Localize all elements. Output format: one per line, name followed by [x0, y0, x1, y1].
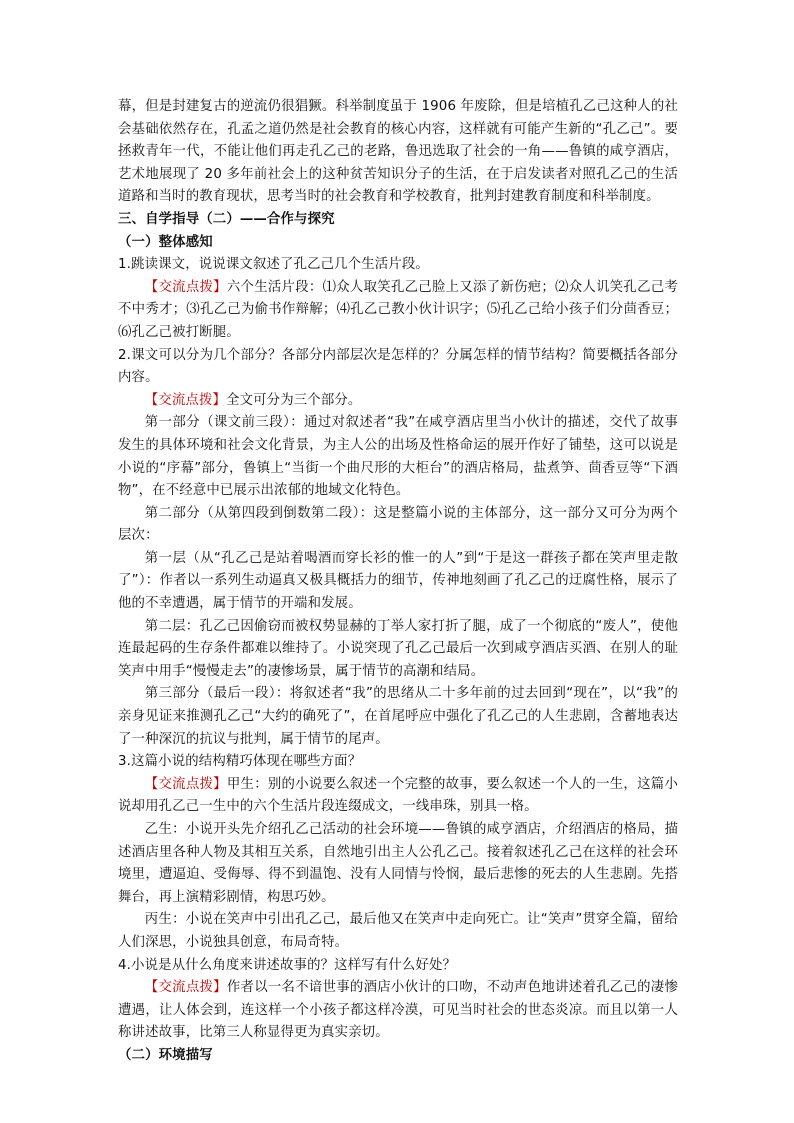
- answer-4-text: 作者以一名不谙世事的酒店小伙计的口吻，不动声色地讲述着孔乙己的凄惨遭遇，让人体会到，连这样一个小孩子都这样冷漠，可见当时社会的世态炎凉。而且以第一人称讲述故事，比第三人称显得更为真实亲切。: [118, 980, 678, 1041]
- answer-3-a: [118, 774, 678, 819]
- intro-paragraph: 幕，但是封建复古的逆流仍很猖獗。科举制度虽于 1906 年废除，但是培植孔乙己这种人的社会基础依然存在，孔孟之道仍然是社会教育的核心内容，这样就有可能产生新的“孔乙己”。要拯救青年一代，不能让他们再走孔乙己的老路，鲁迅选取了社会的一角——鲁镇的咸亨酒店，艺术地展现了 20 多年前社会上的这种贫苦知识分子的生活，在于启发读者对照孔乙己的生活道路和当时的教育现状，思考当时的社会教育和学校教育，批判封建教育制度和科举制度。: [118, 99, 678, 205]
- answer-3-a-text: 甲生：别的小说要么叙述一个完整的故事，要么叙述一个人的一生，这篇小说却用孔乙己一生中的六个生活片段连缀成文，一线串珠，别具一格。: [118, 776, 678, 815]
- answer-2-text: 全文可分为三个部分。: [226, 392, 362, 408]
- question-2: 2.课文可以分为几个部分？各部分内部层次是怎样的？分属怎样的情节结构？简要概括各部分内容。: [118, 347, 678, 386]
- part-1-paragraph: 第一部分（课文前三段）：通过对叙述者“我”在咸亨酒店里当小伙计的描述，交代了故事发生的具体环境和社会文化背景，为主人公的出场及性格命运的展开作好了铺垫，这可以说是小说的“序幕”部分，鲁镇上“当街一个曲尺形的大柜台”的酒店格局，盐煮笋、茴香豆等“下酒物”，在不经意中已展示出浓郁的地域文化特色。: [118, 415, 678, 499]
- question-4: 4.小说是从什么角度来讲述故事的？这样写有什么好处？: [118, 957, 457, 973]
- part-3-paragraph: 第三部分（最后一段）：将叙述者“我”的思绪从二十多年前的过去回到“现在”，以“我”的亲身见证来推测孔乙己“大约的确死了”，在首尾呼应中强化了孔乙己的人生悲剧，含蓄地表达了一种深沉的抗议与批判，属于情节的尾声。: [118, 686, 678, 747]
- answer-1-text: 六个生活片段：⑴众人取笑孔乙己脸上又添了新伤疤；⑵众人讥笑孔乙己考不中秀才；⑶孔乙己为偷书作辩解；⑷孔乙己教小伙计识字；⑸孔乙己给小孩子们分茴香豆；⑹孔乙己被打断腿。: [118, 279, 678, 340]
- answer-4: [118, 977, 678, 1045]
- answer-3-b: 乙生：小说开头先介绍孔乙己活动的社会环境——鲁镇的咸亨酒店，介绍酒店的格局，描述酒店里各种人物及其相互关系，自然地引出主人公孔乙己。接着叙述孔乙己在这样的社会环境里，遭逼迫、受侮辱、得不到温饱、没有人同情与怜悯，最后悲惨的死去的人生悲剧。先搭舞台，再上演精彩剧情，构思巧妙。: [118, 822, 678, 905]
- question-1: 1.跳读课文，说说课文叙述了孔乙己几个生活片段。: [118, 257, 429, 273]
- document-body: [118, 96, 678, 1068]
- answer-tag: 【交流点拨】: [144, 392, 227, 408]
- layer-2-paragraph: 第二层：孔乙己因偷窃而被权势显赫的丁举人家打折了腿，成了一个彻底的“废人”，使他连最起码的生存条件都难以维持了。小说突现了孔乙己最后一次到咸亨酒店买酒、在别人的耻笑声中用手“慢慢走去”的凄惨场景，属于情节的高潮和结局。: [118, 618, 678, 679]
- answer-tag: 【交流点拨】: [144, 980, 227, 996]
- answer-3-c: 丙生：小说在笑声中引出孔乙己，最后他又在笑声中走向死亡。让“笑声”贯穿全篇，留给人们深思，小说独具创意，布局奇特。: [118, 912, 678, 950]
- answer-1: [118, 277, 678, 345]
- question-3: 3.这篇小说的结构精巧体现在哪些方面？: [118, 754, 362, 770]
- part-2-paragraph: 第二部分（从第四段到倒数第二段）：这是整篇小说的主体部分，这一部分又可分为两个层次：: [118, 505, 678, 544]
- answer-tag: 【交流点拨】: [144, 279, 227, 295]
- answer-2: [118, 390, 678, 413]
- answer-tag: 【交流点拨】: [144, 776, 227, 792]
- section-heading: 三、自学指导（二）——合作与探究: [118, 211, 335, 227]
- subsection-heading-environment: （二）环境描写: [118, 1047, 213, 1063]
- subsection-heading-overall: （一）整体感知: [118, 234, 213, 250]
- layer-1-paragraph: 第一层（从“孔乙己是站着喝酒而穿长衫的惟一的人”到“于是这一群孩子都在笑声里走散了”）：作者以一系列生动逼真又极具概括力的细节，传神地刻画了孔乙己的迂腐性格，展示了他的不幸遭遇，属于情节的开端和发展。: [118, 550, 678, 612]
